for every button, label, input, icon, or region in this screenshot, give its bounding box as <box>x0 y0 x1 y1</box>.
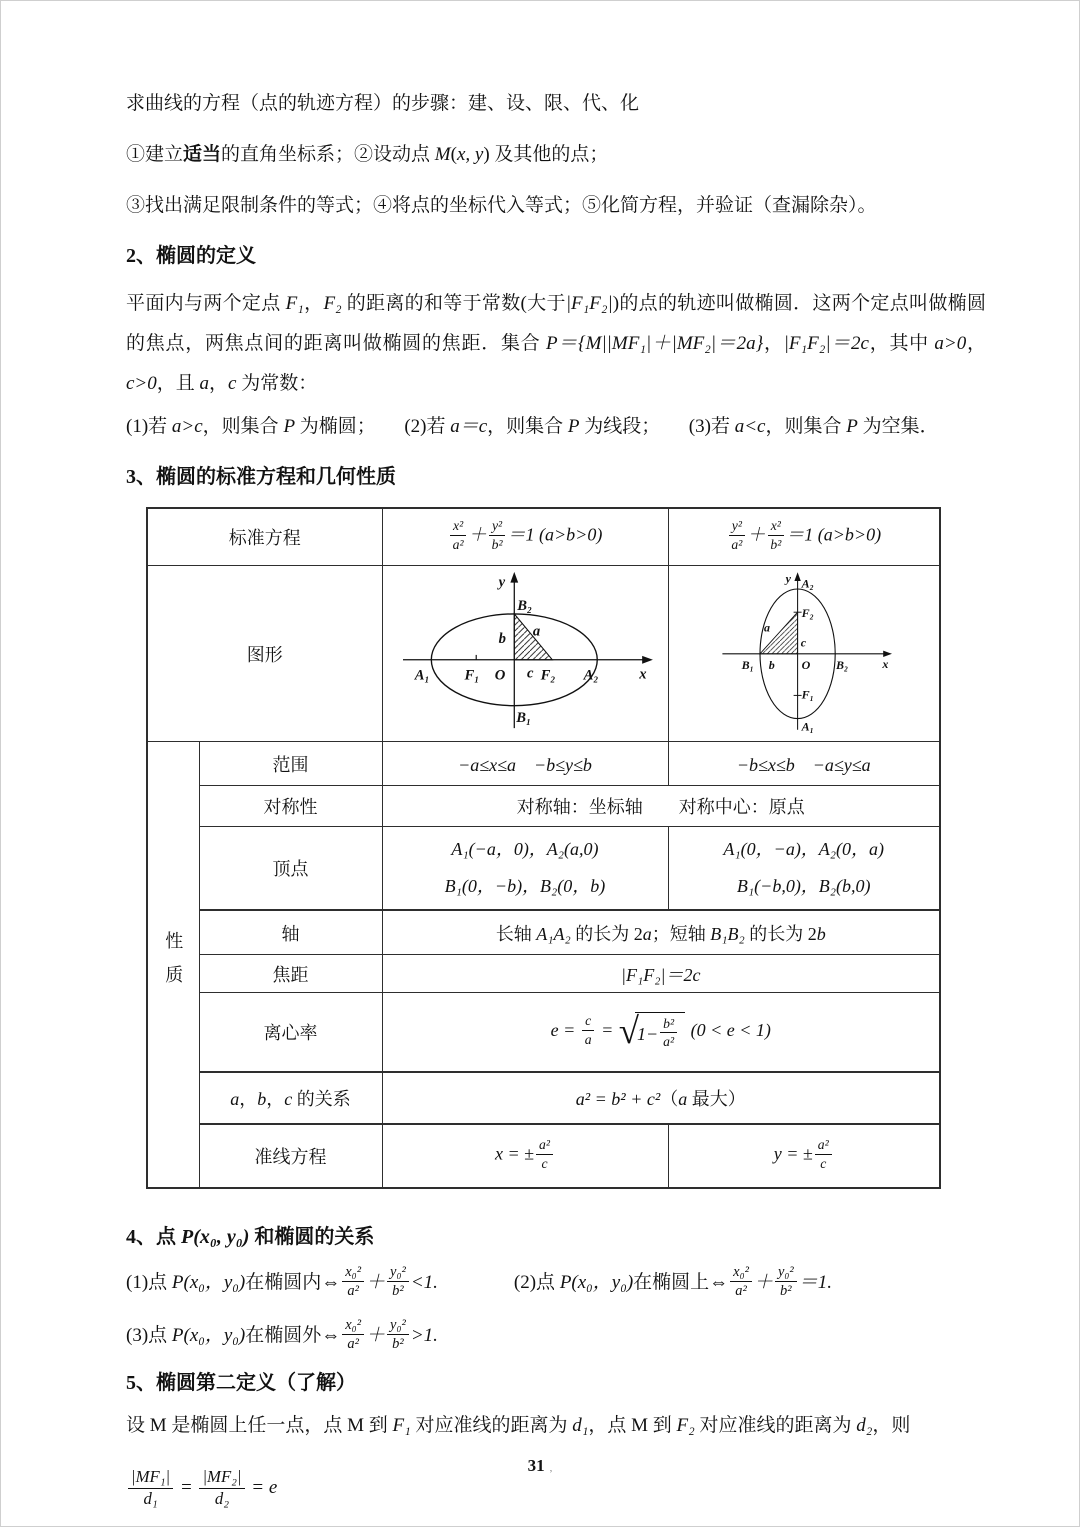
section4-cases-1-2 <box>126 1265 986 1302</box>
section5-definition-line <box>126 1411 986 1441</box>
text-run: (3)点 <box>126 1325 172 1346</box>
text-run: a² <box>347 1283 359 1300</box>
text-run: (2)点 <box>513 1271 560 1293</box>
text-run: ①建立 <box>126 144 184 165</box>
text-run: F₂ <box>323 293 342 314</box>
abc-relation-formula <box>382 1072 940 1124</box>
section2-cases-line <box>126 412 986 442</box>
text-run: y² <box>489 517 505 535</box>
text-run <box>767 517 784 552</box>
text-run: |MF₂| <box>199 1467 244 1489</box>
text-run: c <box>541 1155 548 1171</box>
label-y-axis: y <box>498 574 505 591</box>
text-run: ＝1 (a>b>0) <box>786 525 882 546</box>
text-run <box>450 517 467 552</box>
text-run <box>619 1012 685 1052</box>
text-run: (1)点 <box>126 1271 172 1293</box>
text-run: a <box>230 1089 240 1109</box>
label-standard-eq: 标准方程 <box>147 508 382 566</box>
text-run: −b≤x≤b −a≤y≤a <box>736 754 871 775</box>
text-run: a² <box>347 1336 359 1353</box>
table-row-standard-eq <box>147 508 940 566</box>
label-focal-distance: 焦距 <box>199 955 382 993</box>
text-run <box>387 1263 409 1300</box>
text-run: ，则集合 <box>765 416 847 437</box>
text-run: ， <box>266 1089 285 1109</box>
text-run: ，其中 <box>868 333 935 354</box>
axis-value <box>382 910 940 955</box>
text-run: (3)若 <box>688 416 735 437</box>
page-content <box>126 89 986 1510</box>
text-run: c <box>820 1155 827 1171</box>
text-run: ＋ <box>753 1271 773 1293</box>
x-axis-arrow <box>883 651 892 657</box>
directrix-vertical <box>668 1124 940 1188</box>
text-run: y₀² <box>387 1316 409 1335</box>
text-run <box>635 1012 685 1052</box>
directrix-horizontal <box>382 1124 668 1188</box>
text-run: c <box>582 1012 594 1030</box>
label-symmetry: 对称性 <box>199 786 382 827</box>
section4-case-3 <box>126 1318 986 1355</box>
label-abc-relation <box>199 1072 382 1124</box>
text-run: b² <box>392 1336 404 1353</box>
standard-eq-vertical <box>668 508 940 566</box>
text-run: a <box>678 1089 688 1109</box>
label-a: a <box>532 623 540 640</box>
intro-line-steps: 求曲线的方程（点的轨迹方程）的步骤：建、设、限、代、化 <box>126 93 640 114</box>
eccentricity-formula <box>382 993 940 1073</box>
text-run: = <box>596 1020 618 1041</box>
text-run: ＋ <box>366 1325 386 1346</box>
table-row-graph <box>147 566 940 742</box>
text-run: |F₁F₂|＝2c <box>783 333 869 354</box>
symmetry-value: 对称轴：坐标轴 对称中心：原点 <box>382 786 940 827</box>
text-run: a² <box>731 536 743 552</box>
text-run: )的点的轨迹叫做椭圆．这两个定点叫做椭圆的焦点，两焦点间的距离叫做椭圆的焦距．集合 <box>126 293 986 354</box>
text-run: P(x₀，y₀) <box>559 1271 634 1293</box>
label-c: c <box>800 635 806 650</box>
graph-cell-horizontal <box>382 566 668 742</box>
graph-cell-vertical <box>668 566 940 742</box>
text-run: P <box>283 416 296 437</box>
text-run: ， <box>966 333 986 354</box>
table-row-symmetry <box>147 786 940 827</box>
text-run: 长轴 <box>495 923 537 944</box>
vertices-horizontal-line2: B₁(0，−b)，B₂(0，b) <box>444 876 606 896</box>
text-run: ⇔ <box>321 1271 341 1293</box>
ellipse-diagram-horizontal <box>389 569 663 733</box>
text-run: b <box>816 923 826 944</box>
page-footer <box>1 1456 1079 1476</box>
text-run: a>c <box>171 416 203 437</box>
text-run: A₁A₂ <box>536 923 571 944</box>
text-run: = <box>175 1476 198 1498</box>
text-run: 为线段； <box>579 416 689 437</box>
text-run: 为椭圆； <box>295 416 405 437</box>
text-run: 在椭圆上 <box>633 1271 710 1293</box>
label-range: 范围 <box>199 742 382 786</box>
text-run <box>387 1316 409 1353</box>
text-run: y₀² <box>775 1263 797 1282</box>
text-run: ＋ <box>747 525 766 546</box>
text-run: ， <box>303 293 324 314</box>
text-run: e = <box>550 1020 580 1041</box>
text-run: (0 < e < 1) <box>686 1020 771 1041</box>
table-row-vertices <box>147 827 940 911</box>
text-run: ，则 <box>872 1415 911 1437</box>
text-run: ；短轴 <box>651 923 711 944</box>
text-run <box>815 1136 832 1171</box>
text-run: ＋ <box>366 1271 386 1293</box>
label-b: b <box>498 631 506 648</box>
table-row-directrix <box>147 1124 940 1188</box>
text-run: B₁B₂ <box>710 923 745 944</box>
text-run: 为空集． <box>857 416 939 437</box>
standard-eq-horizontal <box>382 508 668 566</box>
text-run: b² <box>770 536 782 552</box>
text-run: √ <box>618 1010 639 1052</box>
text-run: P(x₀，y₀) <box>171 1325 246 1346</box>
text-run <box>660 1015 677 1050</box>
text-run: 的关系 <box>292 1089 351 1109</box>
text-run: M <box>434 144 451 165</box>
text-run: a² = b² + c² <box>575 1089 661 1109</box>
text-run: ＝1 (a>b>0) <box>507 525 603 546</box>
text-run: <1. <box>410 1271 438 1293</box>
text-run: d₁ <box>572 1415 589 1437</box>
text-run: 和椭圆的关系 <box>249 1226 375 1248</box>
text-run: ⇔ <box>321 1325 341 1346</box>
text-run: 适当 <box>183 144 222 165</box>
text-run: (1)若 <box>126 416 172 437</box>
text-run: P＝{M||MF₁|＋|MF₂|＝2a} <box>545 333 764 354</box>
text-run: ，则集合 <box>487 416 568 437</box>
text-run <box>536 1136 553 1171</box>
text-run: 为常数： <box>236 373 318 394</box>
text-run: 的距离的和等于常数(大于 <box>341 293 566 314</box>
text-run: ， <box>239 1089 258 1109</box>
intro-line-step345: ③找出满足限制条件的等式；④将点的坐标代入等式；⑤化简方程，并验证（查漏除杂）。 <box>126 195 877 216</box>
vertices-vertical-line1: A₁(0，−a)，A₂(0，a) <box>723 839 885 859</box>
text-run: |F₁F₂|＝2c <box>621 964 701 985</box>
text-run: a <box>642 923 652 944</box>
section3-heading: 3、椭圆的标准方程和几何性质 <box>126 466 396 488</box>
range-vertical <box>668 742 940 786</box>
text-run: a <box>584 1031 592 1047</box>
text-run: P(x₀, y₀) <box>181 1226 250 1248</box>
text-run: x, y <box>456 144 484 165</box>
vertices-vertical-line2: B₁(−b,0)，B₂(b,0) <box>736 876 871 896</box>
text-run: a² <box>735 1283 747 1300</box>
text-run: x² <box>450 517 466 535</box>
label-B2: B₂ <box>835 658 848 672</box>
label-property-group <box>147 742 199 1189</box>
text-run: x₀² <box>342 1316 364 1335</box>
page-number: 31 <box>527 1456 545 1475</box>
text-run: ， <box>209 373 229 394</box>
text-run: ＋ <box>468 525 487 546</box>
label-y-axis: y <box>785 571 791 586</box>
label-axis: 轴 <box>199 910 382 955</box>
label-F2: F₂ <box>801 606 814 620</box>
text-run: x₀² <box>730 1263 752 1282</box>
text-run: a <box>199 373 210 394</box>
label-c: c <box>526 665 533 682</box>
table-row-abc-relation <box>147 1072 940 1124</box>
text-run <box>342 1263 364 1300</box>
ellipse-diagram-vertical <box>688 569 920 733</box>
section4-heading <box>126 1223 986 1251</box>
text-run: |MF₁| <box>128 1467 173 1489</box>
table-row-focal-distance <box>147 955 940 993</box>
text-run: ，则集合 <box>202 416 284 437</box>
label-x-axis: x <box>882 657 889 672</box>
label-A1: A₁ <box>414 667 430 684</box>
text-run: x = ± <box>495 1144 535 1165</box>
text-run: 设 M 是椭圆上任一点，点 M 到 <box>126 1415 393 1437</box>
label-B2: B₂ <box>516 598 532 614</box>
x-axis-arrow <box>642 656 653 664</box>
text-run: P(x₀，y₀) <box>171 1271 246 1293</box>
text-run: 4、点 <box>126 1226 181 1248</box>
label-A1: A₁ <box>801 719 814 733</box>
section2-definition-paragraph <box>126 284 986 404</box>
text-run: b² <box>392 1283 404 1300</box>
text-run: (2)若 <box>404 416 451 437</box>
text-run: −a≤x≤a −b≤y≤b <box>458 754 592 775</box>
section2-heading: 2、椭圆的定义 <box>126 245 256 267</box>
text-run <box>342 1316 364 1353</box>
text-run: y² <box>729 517 745 535</box>
label-A2: A₂ <box>583 667 598 684</box>
text-run: ) <box>483 144 490 165</box>
text-run: 对应准线的距离为 <box>410 1415 573 1437</box>
text-run: b <box>257 1089 267 1109</box>
label-directrix: 准线方程 <box>199 1124 382 1188</box>
text-run: a＝c <box>450 416 488 437</box>
property-group-vertical-text: 性质 <box>163 930 184 999</box>
label-F1: F₁ <box>464 667 479 684</box>
text-run: ＝1. <box>798 1271 832 1293</box>
label-a: a <box>763 620 770 635</box>
text-run: c <box>284 1089 293 1109</box>
text-run <box>489 517 506 552</box>
text-run: F₁ <box>285 293 304 314</box>
text-run: d₂ <box>214 1489 230 1509</box>
text-run: a>0 <box>934 333 967 354</box>
text-run: a² <box>452 536 464 552</box>
text-run: c <box>228 373 237 394</box>
label-graph: 图形 <box>147 566 382 742</box>
text-run: 的直角坐标系；②设动点 <box>221 144 435 165</box>
text-run <box>438 1272 514 1293</box>
text-run <box>775 1263 797 1300</box>
table-row-axis <box>147 910 940 955</box>
text-run: a² <box>663 1034 675 1049</box>
text-run <box>728 517 745 552</box>
text-run: ，点 M 到 <box>588 1415 677 1437</box>
text-run: >1. <box>410 1325 438 1346</box>
text-run: P <box>846 416 858 437</box>
text-run: b² <box>491 536 503 552</box>
text-run <box>582 1012 595 1047</box>
table-row-range <box>147 742 940 786</box>
ellipse-properties-table <box>146 507 941 1189</box>
vertices-horizontal <box>382 827 668 911</box>
text-run: c>0 <box>126 373 157 394</box>
label-O: O <box>494 667 505 684</box>
text-run: 在椭圆外 <box>245 1325 322 1346</box>
text-run: b² <box>780 1283 792 1300</box>
label-F2: F₂ <box>540 667 556 684</box>
text-run: d₂ <box>856 1415 873 1437</box>
text-run: x² <box>768 517 784 535</box>
text-run: a² <box>536 1136 553 1154</box>
range-horizontal <box>382 742 668 786</box>
text-run <box>730 1263 752 1300</box>
text-run: ⇔ <box>709 1271 729 1293</box>
text-run: a<c <box>734 416 766 437</box>
label-b: b <box>768 658 775 672</box>
text-run: （ <box>660 1089 679 1109</box>
vertices-horizontal-line1: A₁(−a，0)，A₂(a,0) <box>451 839 599 859</box>
text-run: 的长为 2 <box>570 923 643 944</box>
label-B1: B₁ <box>741 658 754 672</box>
text-run: 的长为 2 <box>744 923 817 944</box>
text-run: F₁ <box>392 1415 411 1437</box>
text-run: ， <box>763 333 784 354</box>
label-vertices: 顶点 <box>199 827 382 911</box>
vertices-vertical <box>668 827 940 911</box>
section5-heading: 5、椭圆第二定义（了解） <box>126 1372 356 1395</box>
text-run: |F₁F₂| <box>565 293 613 314</box>
footer-mark: , <box>549 1462 553 1474</box>
text-run: 在椭圆内 <box>245 1271 322 1293</box>
text-run: ( <box>450 144 457 165</box>
text-run: P <box>567 416 580 437</box>
intro-line-step12 <box>126 140 986 170</box>
text-run: a² <box>815 1136 832 1154</box>
text-run: x₀² <box>342 1263 364 1282</box>
text-run: 最大） <box>687 1089 746 1109</box>
focal-distance-value <box>382 955 940 993</box>
y-axis-arrow <box>794 572 800 581</box>
text-run: d₁ <box>143 1489 158 1509</box>
table-row-eccentricity <box>147 993 940 1073</box>
text-run: 平面内与两个定点 <box>126 293 286 314</box>
text-run: 对应准线的距离为 <box>694 1415 857 1437</box>
label-eccentricity: 离心率 <box>199 993 382 1073</box>
label-A2: A₂ <box>801 576 814 591</box>
text-run: F₂ <box>676 1415 695 1437</box>
text-run: = e <box>246 1476 278 1498</box>
label-x-axis: x <box>638 666 647 683</box>
text-run: 及其他的点； <box>489 144 609 165</box>
text-run: ，且 <box>156 373 200 394</box>
y-axis-arrow <box>510 572 518 583</box>
label-O: O <box>801 658 811 672</box>
label-F1: F₁ <box>801 687 814 702</box>
text-run: 1− <box>637 1024 659 1044</box>
text-run: y₀² <box>387 1263 409 1282</box>
text-run: b² <box>660 1015 677 1033</box>
text-run: y = ± <box>773 1144 813 1165</box>
label-B1: B₁ <box>515 710 531 727</box>
